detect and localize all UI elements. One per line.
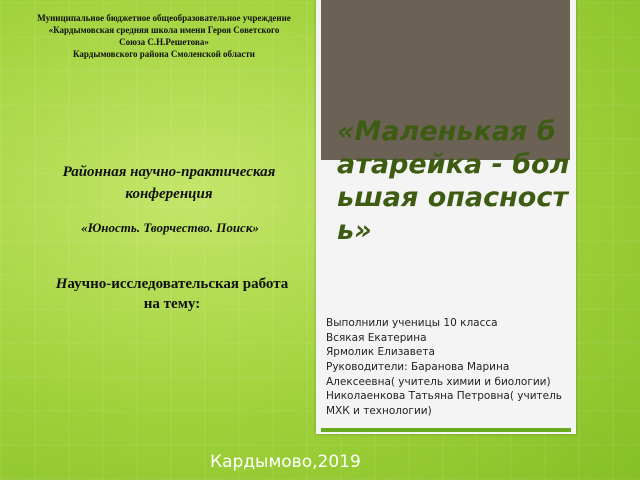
authors-line: Руководители: Баранова Марина Алексеевна( учитель химии и биологии) — [326, 361, 551, 388]
city-year: Кардымово,2019 — [210, 452, 361, 472]
accent-bar — [321, 428, 571, 432]
authors-line: Выполнили ученицы 10 класса — [326, 317, 498, 329]
school-line: Муниципальное бюджетное общеобразовательное учреждение — [37, 13, 291, 23]
school-line: «Кардымовская средняя школа имени Героя Советского — [48, 25, 280, 36]
authors-line: Ярмолик Елизавета — [326, 346, 435, 359]
work-line-1-rest: аучно-исследовательская работа — [67, 276, 289, 292]
conference-line-2: конференция — [125, 185, 213, 202]
presentation-title: «Маленькая батарейка - большая опасность» — [337, 116, 570, 246]
conference-title — [34, 162, 304, 206]
work-type — [22, 275, 322, 314]
authors-line: Всякая Екатерина — [326, 331, 427, 344]
work-line-2: на тему: — [143, 295, 201, 312]
conference-motto: «Юность. Творчество. Поиск» — [81, 220, 259, 235]
school-line: Союза С.Н.Решетова» — [119, 37, 209, 48]
conference-line-1: Районная научно-практическая — [62, 164, 276, 180]
school-name — [14, 12, 314, 61]
work-line-1 — [22, 275, 322, 295]
authors-block — [326, 316, 576, 419]
work-initial: Н — [55, 276, 68, 292]
authors-line: Николаенкова Татьяна Петровна( учитель МХК и технологии) — [326, 390, 562, 418]
school-line: Кардымовского района Смоленской области — [73, 49, 255, 60]
